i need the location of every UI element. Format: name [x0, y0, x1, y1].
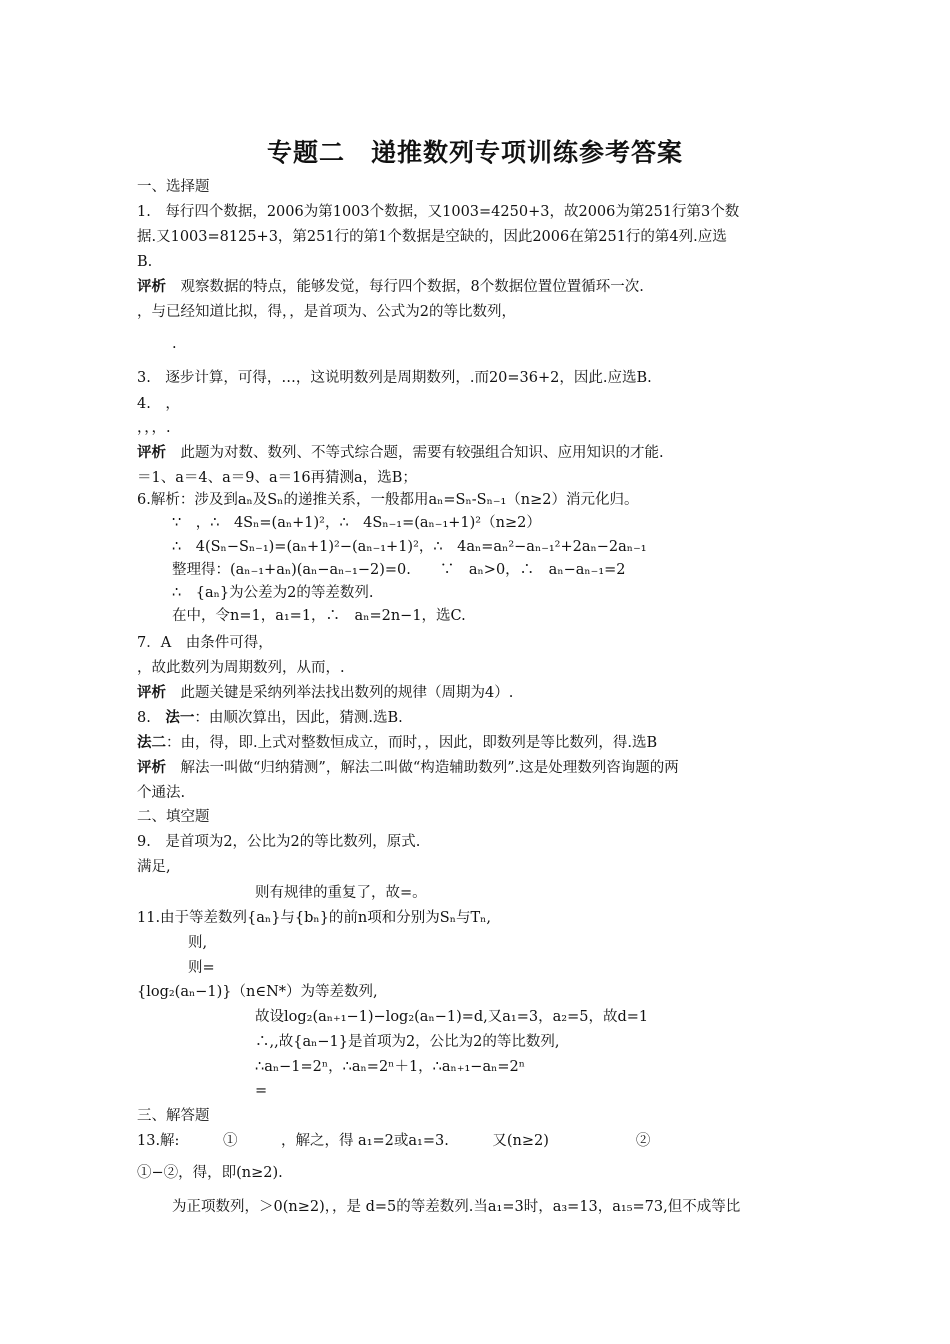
comment-4	[137, 443, 664, 463]
comment-8-line-2: 个通法.	[137, 785, 186, 801]
answer-6-line-4: 整理得：(aₙ₋₁+aₙ)(aₙ−aₙ₋₁−2)=0. ∵ aₙ>0，∴ aₙ−aₙ₋₁=2	[172, 562, 626, 578]
question-number: 8.	[137, 710, 166, 726]
answer-1-line-2: 据.又1003=8125+3，第251行的第1个数据是空缺的，因此2006在第251行的第4列.应选	[137, 229, 727, 245]
answer-4-line-1: 4. ，	[137, 396, 180, 412]
method-1-text: ：由顺次算出，因此，猜测.选B.	[194, 710, 403, 726]
answer-11-line-2: 则,	[188, 935, 208, 951]
answer-9: 9. 是首项为2，公比为2的等比数列，原式.	[137, 834, 421, 850]
answer-11-line-3: 则=	[188, 960, 215, 976]
section-heading: 二、填空题	[137, 809, 210, 825]
section-heading: 一、选择题	[137, 179, 210, 195]
method-2-text: ：由，得，即.上式对整数恒成立，而时，，因此，即数列是等比数列，得.选B	[166, 735, 658, 751]
answer-1-line-1: 1. 每行四个数据，2006为第1003个数据，又1003=4250+3，故2006为第251行第3个数	[137, 204, 740, 220]
page-title: 专题二 递推数列专项训练参考答案	[266, 138, 683, 167]
answer-7-line-1: 7．A 由条件可得，	[137, 635, 273, 651]
answer-13-line-3: 为正项数列，＞0(n≥2)，，是 d=5的等差数列.当a₁=3时，a₃=13，a₁₅=73,但不成等比	[172, 1199, 741, 1215]
comment-1	[137, 277, 644, 297]
answer-3: 3. 逐步计算，可得，…，这说明数列是周期数列，.而20=36+2，因此.应选B.	[137, 370, 652, 386]
answer-12-line-3: ∴,,故{aₙ−1}是首项为2，公比为2的等比数列,	[255, 1034, 560, 1050]
answer-6-line-1: 6.解析：涉及到aₙ及Sₙ的递推关系，一般都用aₙ=Sₙ-Sₙ₋₁（n≥2）消元化归。	[137, 492, 639, 508]
comment-label: 评析	[137, 684, 166, 701]
answer-7-line-2: ，故此数列为周期数列，从而，.	[137, 660, 345, 676]
answer-6-line-5: ∴ {aₙ}为公差为2的等差数列.	[172, 585, 374, 601]
method-2-label: 法二	[137, 734, 166, 751]
answer-12-line-4: ∴aₙ−1=2ⁿ，∴aₙ=2ⁿ＋1，∴aₙ₊₁−aₙ=2ⁿ	[255, 1059, 526, 1075]
answer-2-line-2: .	[172, 336, 177, 352]
comment-text: 此题为对数、数列、不等式综合题，需要有较强组合知识、应用知识的才能.	[166, 445, 664, 461]
answer-6-line-2: ∵ ，∴ 4Sₙ=(aₙ+1)²，∴ 4Sₙ₋₁=(aₙ₋₁+1)²（n≥2）	[172, 515, 541, 531]
comment-7	[137, 683, 513, 703]
answer-13-line-1: 13.解: ① ，解之，得 a₁=2或a₁=3. 又(n≥2) ②	[137, 1133, 651, 1149]
answer-12-line-5: =	[255, 1083, 268, 1099]
comment-label: 评析	[137, 759, 166, 776]
answer-1-line-3: B.	[137, 254, 153, 270]
answer-10-line-2: 则有规律的重复了，故=。	[255, 885, 427, 901]
section-heading: 三、解答题	[137, 1108, 210, 1124]
answer-12-line-2: 故设log₂(aₙ₊₁−1)−log₂(aₙ−1)=d,又a₁=3，a₂=5，故d=1	[255, 1009, 649, 1025]
answer-2-line-1: ，与已经知道比拟，得，，是首项为、公式为2的等比数列，	[137, 304, 516, 320]
answer-10-line-1: 满足,	[137, 859, 171, 875]
comment-text: 观察数据的特点，能够发觉，每行四个数据，8个数据位置位置循环一次.	[166, 279, 644, 295]
answer-8-line-1	[137, 708, 403, 728]
comment-label: 评析	[137, 278, 166, 295]
answer-5: ＝1、a＝4、a＝9、a＝16再猜测a，选B；	[137, 470, 417, 486]
answer-8-line-2	[137, 733, 657, 753]
answer-6-line-6: 在中，令n=1，a₁=1，∴ aₙ=2n−1，选C.	[172, 608, 466, 624]
answer-4-line-2: ，，，.	[137, 420, 171, 436]
answer-13-line-2: ①−②，得，即(n≥2).	[137, 1165, 283, 1181]
comment-text: 解法一叫做“归纳猜测”，解法二叫做“构造辅助数列”.这是处理数列咨询题的两	[166, 760, 679, 776]
comment-8	[137, 758, 679, 778]
comment-text: 此题关键是采纳列举法找出数列的规律（周期为4）.	[166, 685, 514, 701]
comment-label: 评析	[137, 444, 166, 461]
method-1-label: 法一	[165, 709, 195, 726]
answer-11-line-1: 11.由于等差数列{aₙ}与{bₙ}的前n项和分别为Sₙ与Tₙ,	[137, 910, 492, 926]
answer-6-line-3: ∴ 4(Sₙ−Sₙ₋₁)=(aₙ+1)²−(aₙ₋₁+1)²，∴ 4aₙ=aₙ²−aₙ₋₁²+2aₙ−2aₙ₋₁	[172, 539, 647, 555]
answer-12-line-1: {log₂(aₙ−1)}（n∈N*）为等差数列,	[137, 984, 378, 1000]
